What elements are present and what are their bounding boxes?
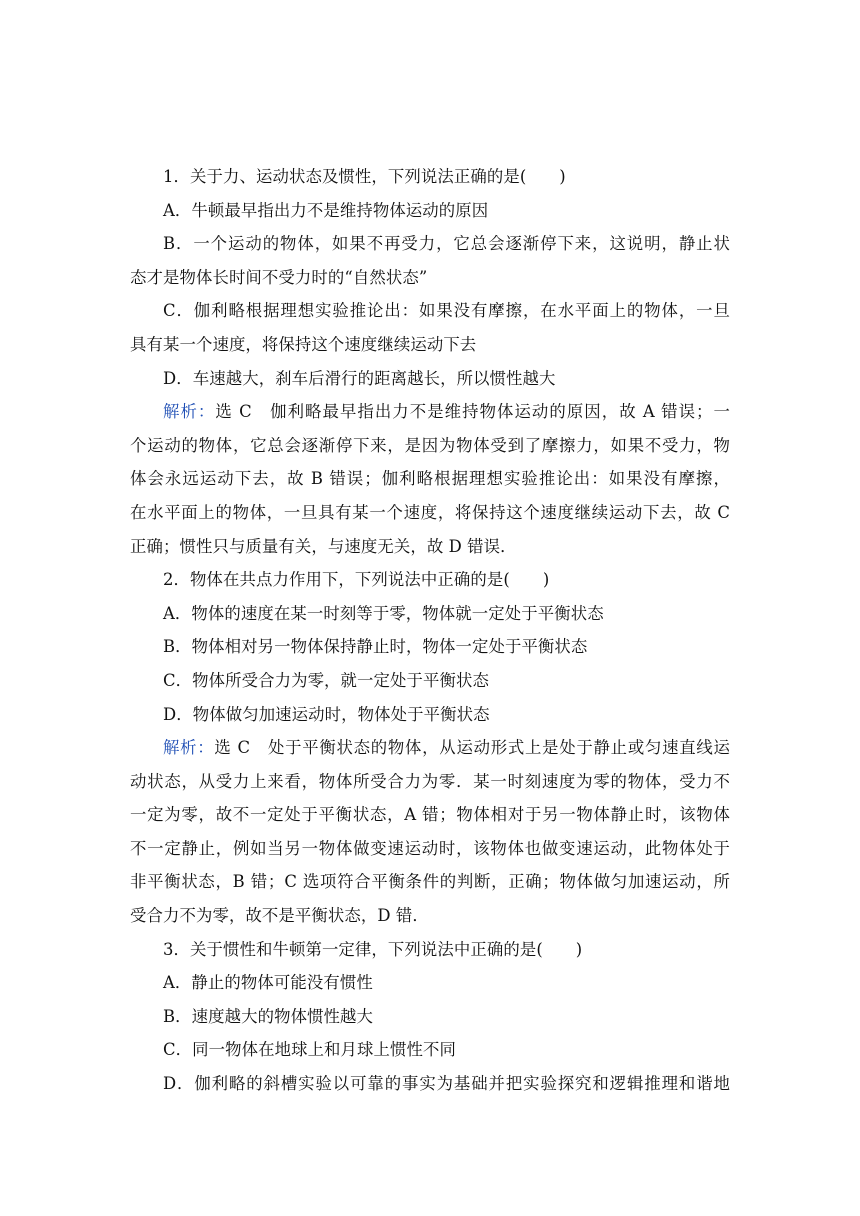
document-page [130,160,730,1101]
q1-analysis-line-4: 在水平面上的物体，一旦具有某一个速度，将保持这个速度继续运动下去，故 C [130,502,730,522]
q1-analysis-label: 解析： [163,402,216,422]
q2-analysis-line-5: 非平衡状态，B 错；C 选项符合平衡条件的判断，正确；物体做匀加速运动，所 [130,872,730,892]
q1-analysis-line-1 [130,395,730,429]
q3-option-d: D．伽利略的斜槽实验以可靠的事实为基础并把实验探究和逻辑推理和谐地 [163,1074,730,1094]
q1-option-b-cont: 态才是物体长时间不受力时的“自然状态” [130,267,428,287]
q2-analysis-line-3: 一定为零，故不一定处于平衡状态，A 错；物体相对于另一物体静止时，该物体 [130,805,730,825]
q3-option-a: A．静止的物体可能没有惯性 [163,973,373,993]
q1-stem: 1．关于力、运动状态及惯性，下列说法正确的是( ) [163,167,566,186]
q1-analysis-line-5: 正确；惯性只与质量有关，与速度无关，故 D 错误． [130,536,517,556]
q2-stem: 2．物体在共点力作用下，下列说法中正确的是( ) [163,570,550,590]
q2-option-a: A．物体的速度在某一时刻等于零，物体就一定处于平衡状态 [163,603,604,623]
q2-analysis-line-2: 动状态，从受力上来看，物体所受合力为零．某一时刻速度为零的物体，受力不 [130,771,730,791]
q1-option-c-cont: 具有某一个速度，将保持这个速度继续运动下去 [130,334,477,354]
q1-analysis-text-1: 选 C 伽利略最早指出力不是维持物体运动的原因，故 A 错误；一 [215,402,730,422]
q1-analysis-line-2: 个运动的物体，它总会逐渐停下来，是因为物体受到了摩擦力，如果不受力，物 [130,435,730,455]
q3-option-b: B．速度越大的物体惯性越大 [163,1006,374,1026]
q2-option-c: C．物体所受合力为零，就一定处于平衡状态 [163,670,489,690]
q2-analysis-label: 解析： [163,738,215,758]
q2-analysis-line-1 [130,731,730,765]
q1-option-d: D．车速越大，刹车后滑行的距离越长，所以惯性越大 [163,368,556,388]
q1-option-b: B．一个运动的物体，如果不再受力，它总会逐渐停下来，这说明，静止状 [163,234,730,254]
q2-analysis-line-4: 不一定静止，例如当另一物体做变速运动时，该物体也做变速运动，此物体处于 [130,838,730,858]
q2-analysis-text-1: 选 C 处于平衡状态的物体，从运动形式上是处于静止或匀速直线运 [214,738,730,758]
q1-option-a: A．牛顿最早指出力不是维持物体运动的原因 [163,200,489,220]
q2-option-d: D．物体做匀加速运动时，物体处于平衡状态 [163,704,490,724]
q2-option-b: B．物体相对另一物体保持静止时，物体一定处于平衡状态 [163,637,588,657]
q3-stem: 3．关于惯性和牛顿第一定律，下列说法中正确的是( ) [163,939,583,959]
q1-analysis-line-3: 体会永远运动下去，故 B 错误；伽利略根据理想实验推论出：如果没有摩擦， [130,469,730,489]
q2-analysis-line-6: 受合力不为零，故不是平衡状态，D 错． [130,906,429,926]
q1-option-c: C．伽利略根据理想实验推论出：如果没有摩擦，在水平面上的物体，一旦 [163,301,730,321]
q3-option-c: C．同一物体在地球上和月球上惯性不同 [163,1040,456,1060]
